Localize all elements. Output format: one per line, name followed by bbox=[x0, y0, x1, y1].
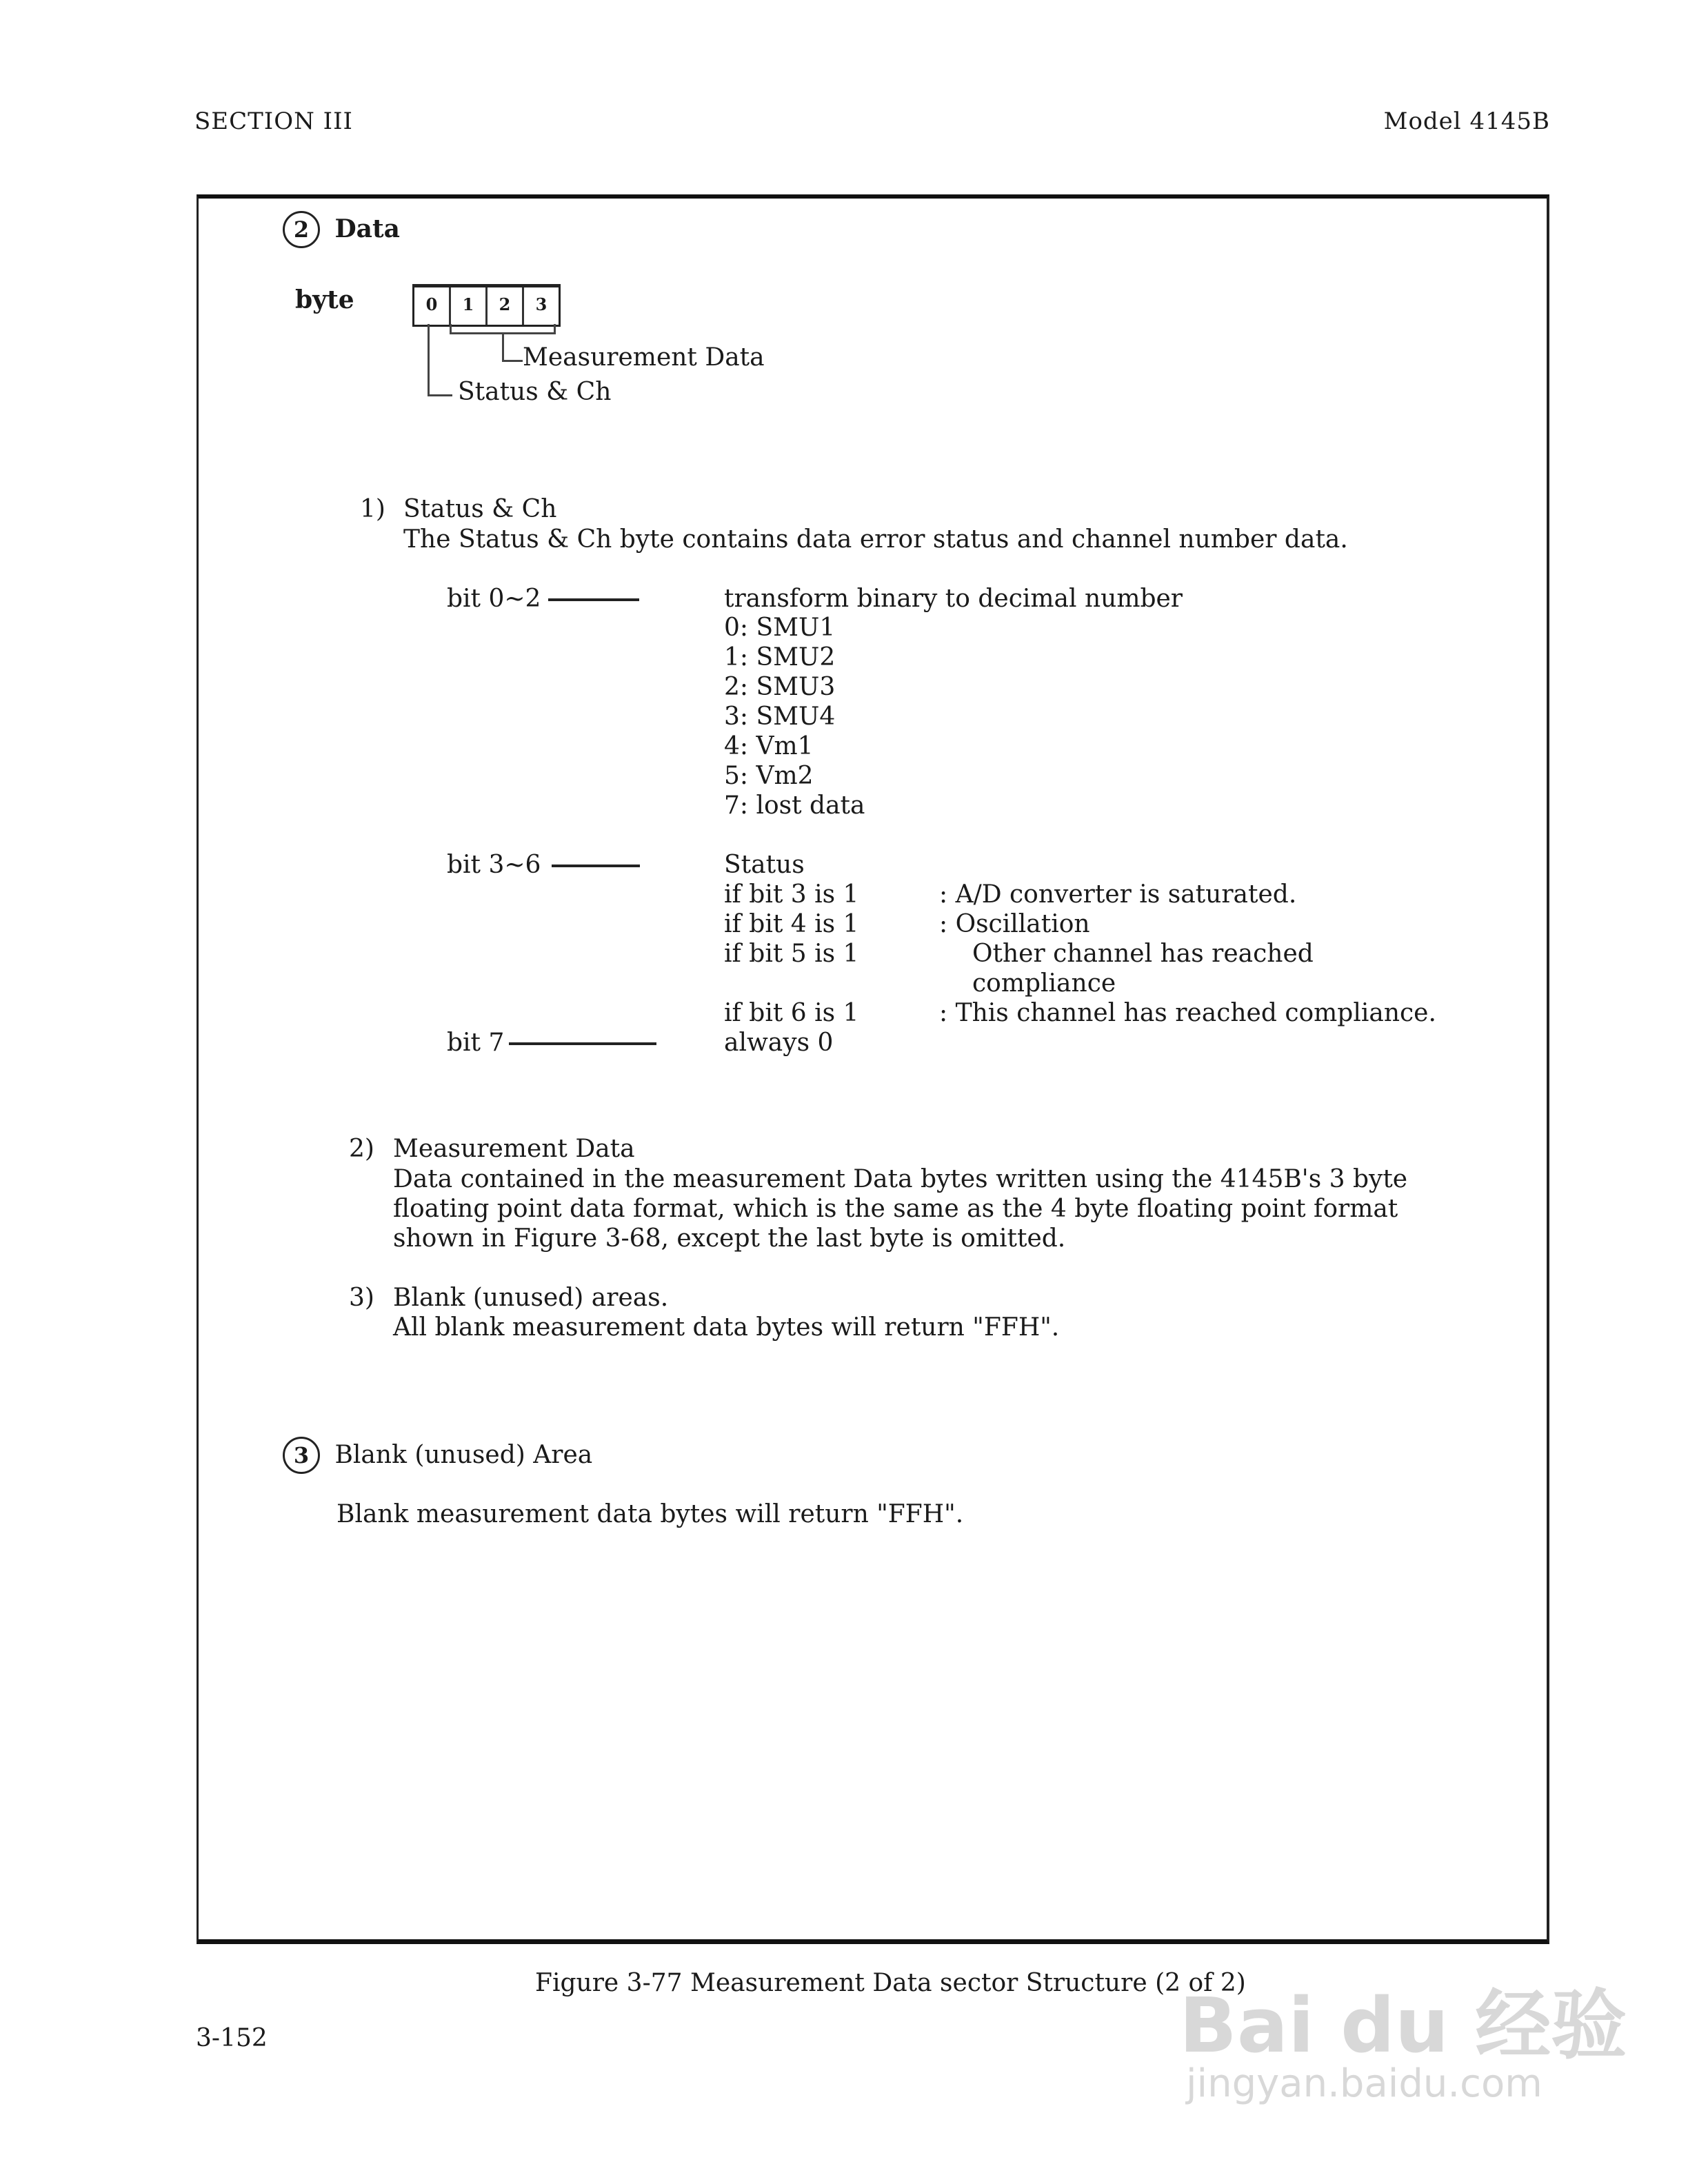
byte-cell-0: 0 bbox=[414, 287, 451, 325]
item1-title: Status & Ch bbox=[403, 495, 557, 523]
figure-frame bbox=[197, 194, 1549, 1944]
channel-value: 3: SMU4 bbox=[724, 702, 836, 731]
section3-heading bbox=[283, 1437, 592, 1474]
bit-0-2-heading: transform binary to decimal number bbox=[724, 585, 1183, 613]
circled-number-icon: 3 bbox=[283, 1437, 320, 1474]
item3-title: Blank (unused) areas. bbox=[393, 1284, 669, 1312]
figure-caption: Figure 3-77 Measurement Data sector Structure (2 of 2) bbox=[535, 1969, 1246, 1997]
bit-0-2-label: bit 0~2 bbox=[447, 585, 541, 613]
status-desc-continued: compliance bbox=[972, 969, 1116, 998]
byte-cell-2: 2 bbox=[488, 287, 524, 325]
bit-3-6-label: bit 3~6 bbox=[447, 851, 541, 879]
section3-title: Blank (unused) Area bbox=[334, 1441, 593, 1469]
item2-line: floating point data format, which is the same as the 4 byte floating point format bbox=[393, 1195, 1398, 1223]
status-cond: if bit 3 is 1 bbox=[724, 880, 859, 909]
channel-value: 0: SMU1 bbox=[724, 614, 836, 642]
status-cond: if bit 4 is 1 bbox=[724, 910, 859, 938]
bit-7-value: always 0 bbox=[724, 1029, 834, 1057]
item1-desc: The Status & Ch byte contains data error status and channel number data. bbox=[403, 525, 1348, 554]
channel-value: 1: SMU2 bbox=[724, 643, 836, 671]
section2-title: Data bbox=[334, 214, 400, 243]
page-number: 3-152 bbox=[196, 2024, 268, 2052]
leader-line bbox=[428, 394, 452, 396]
leader-dash bbox=[548, 598, 639, 601]
leader-line bbox=[502, 360, 523, 362]
byte-label: byte bbox=[295, 285, 354, 314]
item2-title: Measurement Data bbox=[393, 1135, 635, 1163]
callout-status-ch: Status & Ch bbox=[458, 378, 612, 406]
byte-diagram bbox=[412, 284, 561, 327]
channel-value: 2: SMU3 bbox=[724, 673, 836, 701]
bracket-line bbox=[554, 324, 556, 334]
watermark-logo: Bai du 经验 bbox=[1179, 1981, 1627, 2070]
item2-number: 2) bbox=[349, 1135, 374, 1163]
section3-desc: Blank measurement data bytes will return "FFH". bbox=[336, 1500, 964, 1528]
bit-7-label: bit 7 bbox=[447, 1029, 505, 1057]
item2-line: Data contained in the measurement Data bytes written using the 4145B's 3 byte bbox=[393, 1165, 1408, 1193]
leader-dash bbox=[509, 1042, 656, 1045]
channel-value: 4: Vm1 bbox=[724, 732, 814, 760]
item1-number: 1) bbox=[360, 495, 385, 523]
section-header: SECTION III bbox=[194, 108, 353, 135]
channel-value: 7: lost data bbox=[724, 791, 865, 820]
item3-desc: All blank measurement data bytes will return "FFH". bbox=[393, 1313, 1060, 1342]
leader-line bbox=[428, 324, 430, 396]
circled-number-icon: 2 bbox=[283, 211, 320, 248]
status-desc: : Oscillation bbox=[939, 910, 1090, 938]
bit-3-6-heading: Status bbox=[724, 851, 805, 879]
channel-value: 5: Vm2 bbox=[724, 762, 814, 790]
status-desc: Other channel has reached bbox=[972, 940, 1314, 968]
byte-cell-1: 1 bbox=[451, 287, 488, 325]
status-desc: : This channel has reached compliance. bbox=[939, 999, 1436, 1027]
status-desc: : A/D converter is saturated. bbox=[939, 880, 1297, 909]
status-cond: if bit 6 is 1 bbox=[724, 999, 859, 1027]
callout-measurement-data: Measurement Data bbox=[523, 343, 765, 372]
leader-dash bbox=[552, 865, 640, 867]
leader-line bbox=[502, 334, 504, 361]
section2-heading bbox=[283, 211, 400, 248]
model-header: Model 4145B bbox=[1383, 108, 1550, 135]
item2-line: shown in Figure 3-68, except the last byte is omitted. bbox=[393, 1224, 1066, 1253]
item3-number: 3) bbox=[349, 1284, 374, 1312]
status-cond: if bit 5 is 1 bbox=[724, 940, 859, 968]
byte-cell-3: 3 bbox=[535, 294, 547, 314]
watermark-url: jingyan.baidu.com bbox=[1186, 2061, 1543, 2106]
